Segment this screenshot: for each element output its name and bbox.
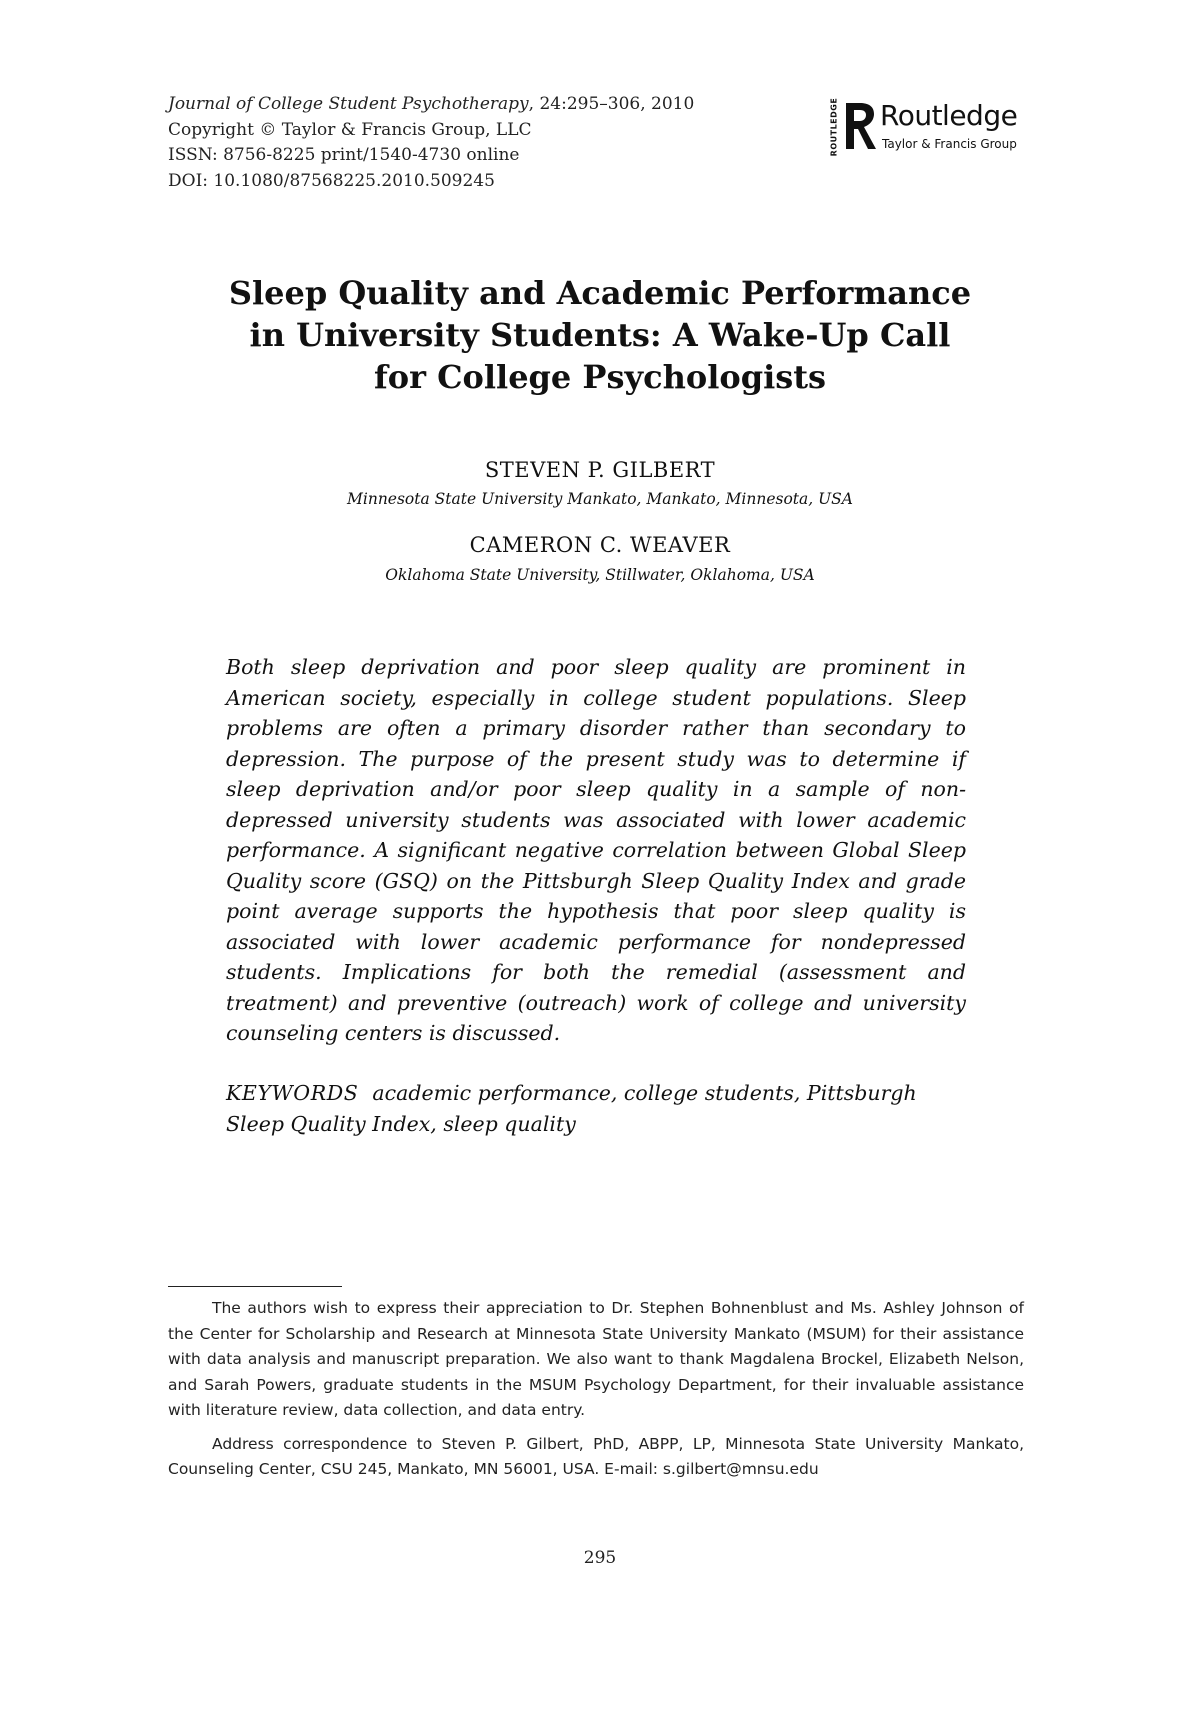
issn-line: ISSN: 8756-8225 print/1540-4730 online (168, 145, 520, 165)
keywords-list: academic performance, college students, Pittsburgh Sleep Quality Index, sleep quality (226, 1081, 917, 1136)
author-affiliation: Oklahoma State University, Stillwater, Oklahoma, USA (385, 566, 815, 584)
author-name: CAMERON C. WEAVER (469, 533, 731, 557)
article-title (160, 272, 1040, 398)
routledge-r-icon (842, 101, 876, 151)
footnotes (168, 1296, 1024, 1491)
logo-name: Routledge (880, 99, 1018, 132)
journal-volume-pages: , 24:295–306, 2010 (528, 94, 695, 114)
author-affiliation: Minnesota State University Mankato, Mankato, Minnesota, USA (347, 490, 853, 508)
logo-vertical-wordmark: ROUTLEDGE (829, 97, 839, 157)
copyright-line: Copyright © Taylor & Francis Group, LLC (168, 119, 532, 140)
logo-subtitle: Taylor & Francis Group (882, 137, 1017, 151)
author-name: STEVEN P. GILBERT (484, 458, 716, 482)
title-line-3: for College Psychologists (373, 358, 827, 396)
keywords-label: KEYWORDS (226, 1081, 359, 1105)
title-line-2: in University Students: A Wake-Up Call (249, 316, 951, 354)
keywords (226, 1078, 966, 1139)
acknowledgment-note: The authors wish to express their appreciation to Dr. Stephen Bohnenblust and Ms. Ashley Johnson of the Center for Scholarship and Research at Minnesota State University Mankato (MSUM) for their assistance with data analysis and manuscript preparation. We also want to thank Magdalena Brockel, Elizabeth Nelson, and Sarah Powers, graduate students in the MSUM Psychology Department, for their invaluable assistance with literature review, data collection, and data entry. (168, 1299, 1024, 1419)
footnote-divider (168, 1286, 342, 1287)
journal-citation (168, 92, 694, 118)
title-line-1: Sleep Quality and Academic Performance (228, 274, 972, 312)
journal-header (168, 92, 694, 194)
journal-name: Journal of College Student Psychotherapy (168, 94, 529, 114)
abstract: Both sleep deprivation and poor sleep quality are prominent in American society, especially in college student populations. Sleep problems are often a primary disorder rather than secondary to depression. The purpose of the present study was to determine if sleep deprivation and/or poor sleep quality in a sample of non-depressed university students was associated with lower academic performance. A significant negative correlation between Global Sleep Quality score (GSQ) on the Pittsburgh Sleep Quality Index and grade point average supports the hypothesis that poor sleep quality is associated with lower academic performance for nondepressed students. Implications for both the remedial (assessment and treatment) and preventive (outreach) work of college and university counseling centers is discussed. (226, 655, 966, 1045)
page-number: 295 (583, 1548, 617, 1568)
doi-line: DOI: 10.1080/87568225.2010.509245 (168, 170, 495, 191)
routledge-logo (826, 97, 1036, 157)
correspondence-note: Address correspondence to Steven P. Gilbert, PhD, ABPP, LP, Minnesota State University Mankato, Counseling Center, CSU 245, Mankato, MN 56001, USA. E-mail: s.gilbert@mnsu.edu (168, 1434, 1024, 1478)
